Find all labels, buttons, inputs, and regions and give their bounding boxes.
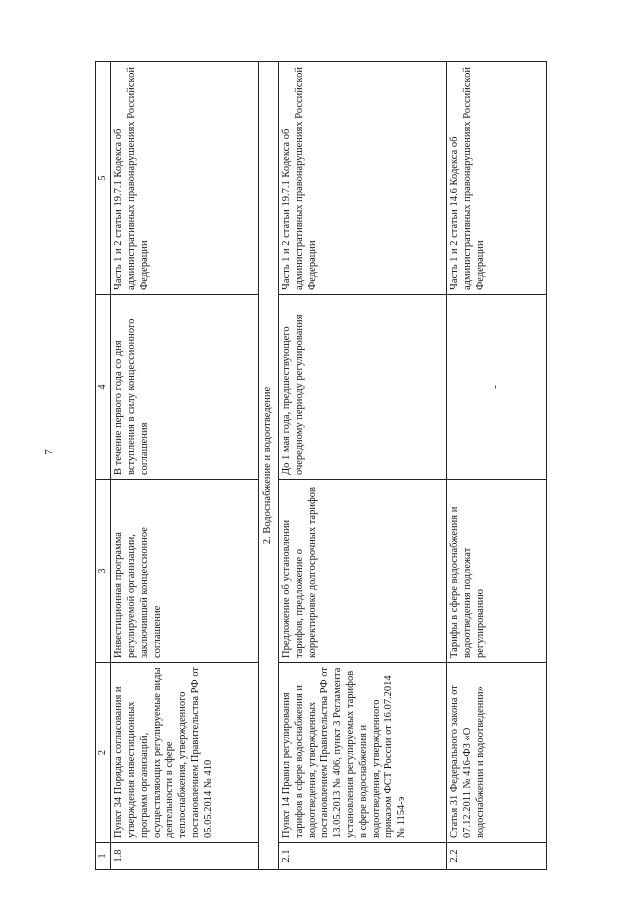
row-number: 1.8 <box>111 843 259 870</box>
header-cell: 1 <box>96 843 111 870</box>
table-header-row <box>96 62 111 870</box>
rotated-table-container <box>95 62 565 870</box>
basis-cell: Пункт 34 Порядка согласования и утверждения инвестиционных программ организаций, осуществляющих регулируемые виды деятельности в сфере теплоснабжения, утвержденного постановлением Правительства РФ от 05.05.2014 № 410 <box>111 663 259 843</box>
deadline-cell: - <box>446 295 546 480</box>
section-heading-row <box>259 62 279 870</box>
table-row <box>111 62 259 870</box>
basis-cell: Статья 31 Федерального закона от 07.12.2011 № 416-ФЗ «О водоснабжении и водоотведении» <box>446 663 546 843</box>
object-cell: Инвестиционная программа регулируемой организации, заключившей концессионное соглашение <box>111 480 259 663</box>
row-number: 2.1 <box>278 843 446 870</box>
object-cell: Предложение об установлении тарифов, предложение о корректировке долгосрочных тарифов <box>278 480 446 663</box>
row-number: 2.2 <box>446 843 546 870</box>
liability-cell: Часть 1 и 2 статьи 19.7.1 Кодекса об административных правонарушениях Российской Федерации <box>278 62 446 295</box>
liability-cell: Часть 1 и 2 статьи 14.6 Кодекса об административных правонарушениях Российской Федерации <box>446 62 546 295</box>
header-cell: 4 <box>96 295 111 480</box>
basis-cell: Пункт 14 Правил регулирования тарифов в сфере водоснабжения и водоотведения, утвержденных постановлением Правительства РФ от 13.05.2013 № 406, пункт 3 Регламента установления регулируемых тарифов в сфере водоснабжения и водоотведения, утвержденного приказом ФСТ России от 16.07.2014 № 1154-э <box>278 663 446 843</box>
header-cell: 2 <box>96 663 111 843</box>
header-cell: 5 <box>96 62 111 295</box>
table-row <box>278 62 446 870</box>
regulation-table <box>95 61 547 870</box>
header-cell: 3 <box>96 480 111 663</box>
object-cell: Тарифы в сфере водоснабжения и водоотведения подлежат регулированию <box>446 480 546 663</box>
liability-cell: Часть 1 и 2 статьи 19.7.1 Кодекса об административных правонарушениях Российской Федерации <box>111 62 259 295</box>
deadline-cell: До 1 мая года, предшествующего очередному периоду регулирования <box>278 295 446 480</box>
page-number: 7 <box>43 449 55 455</box>
table-row <box>446 62 546 870</box>
section-title: 2. Водоснабжение и водоотведение <box>259 62 279 870</box>
deadline-cell: В течение первого года со дня вступления в силу концессионного соглашения <box>111 295 259 480</box>
